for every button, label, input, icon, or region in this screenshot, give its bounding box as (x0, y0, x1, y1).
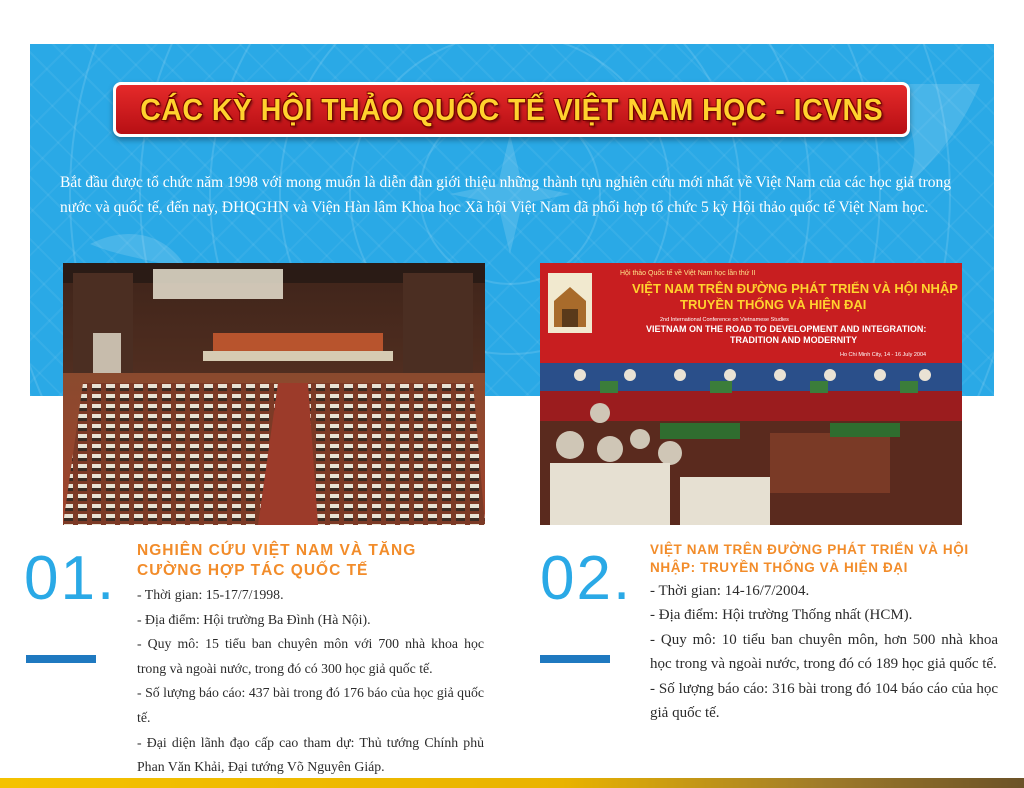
detail-papers-02: - Số lượng báo cáo: 316 bài trong đó 104 báo cáo của học giả quốc tế. (650, 680, 998, 722)
conference-title-01: NGHIÊN CỨU VIỆT NAM VÀ TĂNG CƯỜNG HỢP TÁC QUỐC TẾ (137, 542, 417, 579)
title-box (113, 82, 910, 137)
conference-number-01: 01. (24, 544, 117, 613)
detail-scale-02: - Quy mô: 10 tiểu ban chuyên môn, hơn 500 nhà khoa học trong và ngoài nước, trong đó có 189 học giả quốc tế. (650, 631, 998, 673)
photo-conference-1998 (63, 263, 485, 525)
presidium-illustration (540, 263, 962, 525)
footer-stripe (0, 778, 1024, 788)
detail-scale-01: - Quy mô: 15 tiểu ban chuyên môn với 700 nhà khoa học trong và ngoài nước, trong đó có 300 học giả quốc tế. (137, 636, 484, 676)
conference-details-01 (137, 583, 484, 780)
banner-en-line2: TRADITION AND MODERNITY (730, 335, 858, 345)
detail-papers-01: - Số lượng báo cáo: 437 bài trong đó 176 báo của học giả quốc tế. (137, 685, 484, 725)
banner-date: Ho Chi Minh City, 14 - 16 July 2004 (840, 352, 927, 358)
conference-title-02: VIỆT NAM TRÊN ĐƯỜNG PHÁT TRIỂN VÀ HỘI NHẬP: TRUYỀN THỐNG VÀ HIỆN ĐẠI (650, 542, 969, 575)
intro-paragraph: Bắt đầu được tổ chức năm 1998 với mong muốn là diễn đàn giới thiệu những thành tựu nghiên cứu mới nhất về Việt Nam của các học giả trong nước và quốc tế, đến nay, ĐHQGHN và Viện Hàn lâm Khoa học Xã hội Việt Nam đã phối hợp tổ chức 5 kỳ Hội thảo quốc tế Việt Nam học. (60, 174, 952, 216)
auditorium-illustration (63, 263, 485, 525)
banner-en-line1: VIETNAM ON THE ROAD TO DEVELOPMENT AND INTEGRATION: (646, 324, 927, 334)
banner-title-line2: TRUYỀN THỐNG VÀ HIỆN ĐẠI (680, 297, 867, 312)
photo-conference-2004 (540, 263, 962, 525)
page-title: CÁC KỲ HỘI THẢO QUỐC TẾ VIỆT NAM HỌC - ICVNS (140, 91, 883, 127)
banner-top-caption: Hội thảo Quốc tế về Việt Nam học lần thứ II (620, 270, 756, 277)
banner-title-line1: VIỆT NAM TRÊN ĐƯỜNG PHÁT TRIỂN VÀ HỘI NHẬP (632, 281, 958, 296)
detail-time-02: - Thời gian: 14-16/7/2004. (650, 583, 810, 599)
accent-bar-02 (540, 655, 610, 663)
detail-venue-02: - Địa điểm: Hội trường Thống nhất (HCM). (650, 607, 913, 624)
conference-number-02: 02. (540, 544, 633, 613)
banner-en-small: 2nd International Conference on Vietnamese Studies (660, 317, 789, 323)
detail-leaders-01: - Đại diện lãnh đạo cấp cao tham dự: Thủ tướng Chính phủ Phan Văn Khải, Đại tướng Võ Nguyên Giáp. (137, 734, 484, 775)
detail-time-01: - Thời gian: 15-17/7/1998. (137, 587, 284, 602)
accent-bar-01 (26, 655, 96, 663)
detail-venue-01: - Địa điểm: Hội trường Ba Đình (Hà Nội). (137, 611, 371, 627)
conference-details-02 (650, 579, 998, 725)
